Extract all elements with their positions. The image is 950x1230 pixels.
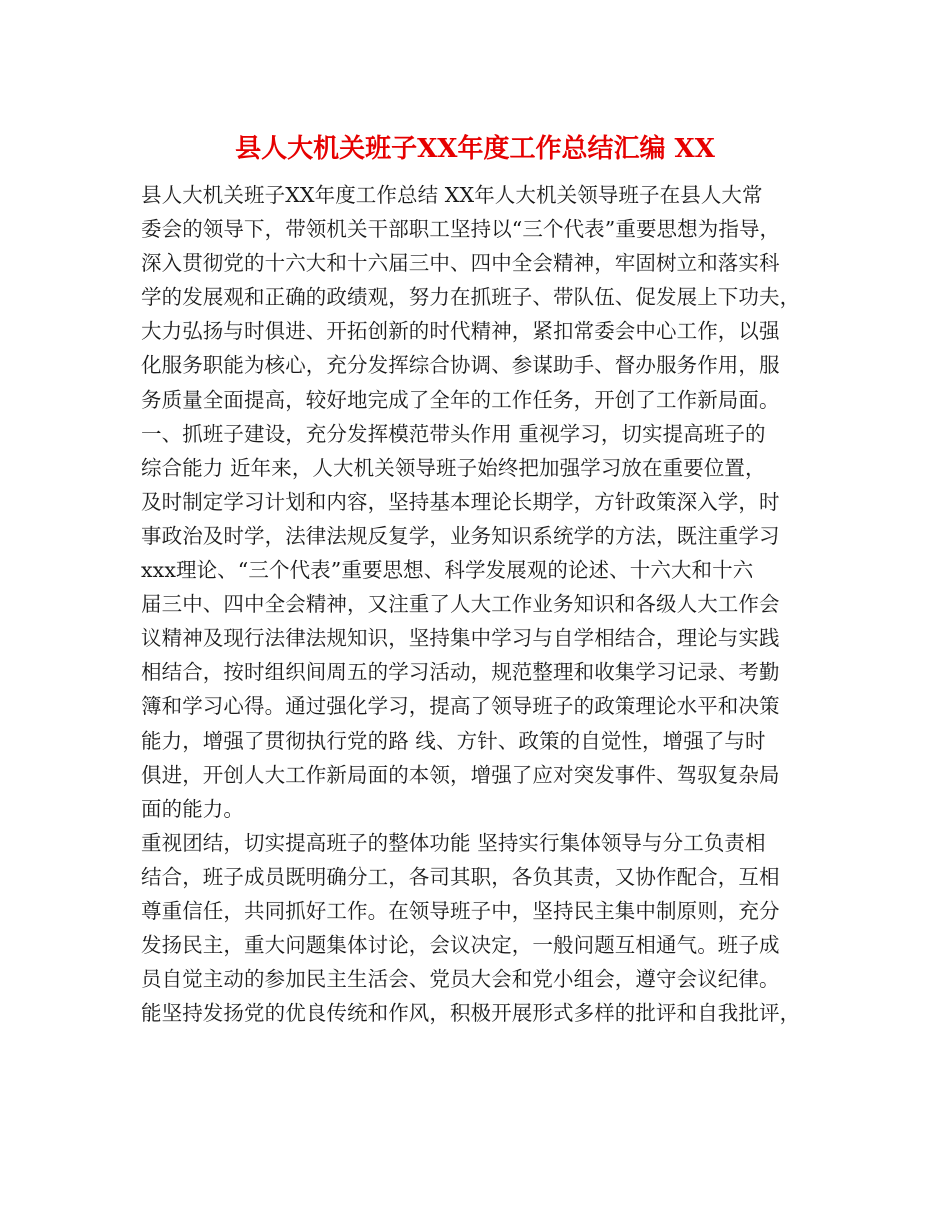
body-line: 深入贯彻党的十六大和十六届三中、四中全会精神，牢固树立和落实科	[141, 251, 780, 276]
body-line: 议精神及现行法律法规知识，坚持集中学习与自学相结合，理论与实践	[141, 626, 780, 651]
body-line: 及时制定学习计划和内容，坚持基本理论长期学，方针政策深入学，时	[141, 489, 780, 514]
body-line: 尊重信任，共同抓好工作。在领导班子中，坚持民主集中制原则，充分	[141, 898, 780, 923]
document-title: 县人大机关班子XX年度工作总结汇编 XX	[235, 134, 715, 164]
document-body	[141, 178, 821, 1030]
body-line: 能坚持发扬党的优良传统和作风，积极开展形式多样的批评和自我批评，	[141, 1001, 801, 1026]
body-line: 县人大机关班子XX年度工作总结 XX年人大机关领导班子在县人大常	[141, 183, 763, 207]
body-line: 化服务职能为核心，充分发挥综合协调、参谋助手、督办服务作用，服	[141, 353, 780, 378]
body-line: 届三中、四中全会精神，又注重了人大工作业务知识和各级人大工作会	[141, 592, 780, 617]
body-line: xxx理论、“三个代表”重要思想、科学发展观的论述、十六大和十六	[141, 558, 754, 583]
body-line: 簿和学习心得。通过强化学习，提高了领导班子的政策理论水平和决策	[141, 694, 780, 719]
body-line: 员自觉主动的参加民主生活会、党员大会和党小组会，遵守会议纪律。	[141, 967, 780, 992]
body-line: 事政治及时学，法律法规反复学，业务知识系统学的方法，既注重学习	[141, 523, 780, 548]
body-line: 学的发展观和正确的政绩观，努力在抓班子、带队伍、促发展上下功夫，	[141, 285, 801, 310]
body-line: 面的能力。	[141, 796, 244, 821]
body-line: 结合，班子成员既明确分工，各司其职，各负其责，又协作配合，互相	[141, 864, 780, 889]
body-line: 大力弘扬与时俱进、开拓创新的时代精神，紧扣常委会中心工作，以强	[141, 319, 780, 344]
body-line: 务质量全面提高，较好地完成了全年的工作任务，开创了工作新局面。	[141, 387, 780, 412]
body-line: 委会的领导下，带领机关干部职工坚持以“三个代表”重要思想为指导，	[141, 217, 781, 242]
body-line: 综合能力 近年来，人大机关领导班子始终把加强学习放在重要位置，	[141, 455, 766, 480]
body-line: 能力，增强了贯彻执行党的路 线、方针、政策的自觉性，增强了与时	[141, 728, 766, 753]
body-line: 俱进，开创人大工作新局面的本领，增强了应对突发事件、驾驭复杂局	[141, 762, 780, 787]
body-line: 重视团结，切实提高班子的整体功能 坚持实行集体领导与分工负责相	[141, 830, 766, 855]
body-line: 一、抓班子建设，充分发挥模范带头作用 重视学习，切实提高班子的	[141, 421, 766, 446]
body-line: 发扬民主，重大问题集体讨论，会议决定，一般问题互相通气。班子成	[141, 933, 780, 958]
body-line: 相结合，按时组织间周五的学习活动，规范整理和收集学习记录、考勤	[141, 660, 780, 685]
